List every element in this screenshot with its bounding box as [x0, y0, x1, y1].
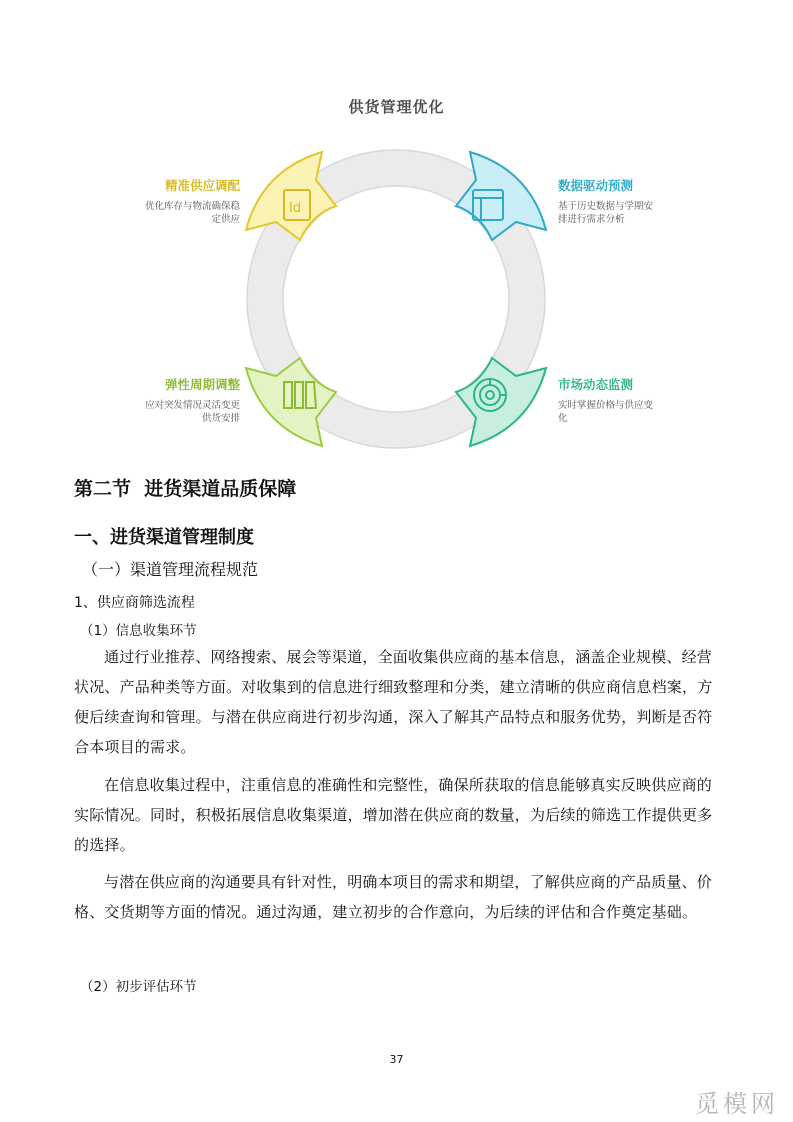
body-paragraph: 在信息收集过程中，注重信息的准确性和完整性，确保所获取的信息能够真实反映供应商的实际情况。同时，积极拓展信息收集渠道，增加潜在供应商的数量，为后续的筛选工作提供更多的选择。 [74, 776, 713, 854]
watermark: 觅模网 [695, 1090, 779, 1118]
segment-data-forecast [456, 152, 546, 240]
label-desc-line: 优化库存与物流确保稳 [144, 201, 240, 212]
segment-precise-supply [246, 152, 336, 240]
label-data-forecast [558, 176, 678, 226]
label-precise-supply [120, 176, 240, 226]
svg-text:Id: Id [289, 201, 302, 216]
label-desc-line: 化 [558, 413, 568, 424]
heading-level-2: （一）渠道管理流程规范 [82, 560, 259, 579]
label-desc-line: 排进行需求分析 [558, 214, 625, 225]
heading-level-3: 1、供应商筛选流程 [74, 595, 195, 611]
section-title: 第二节 进货渠道品质保障 [74, 478, 297, 500]
label-title: 数据驱动预测 [558, 178, 634, 193]
heading-level-4: （2）初步评估环节 [80, 979, 197, 995]
heading-level-1: 一、进货渠道管理制度 [74, 527, 254, 548]
label-desc-line: 基于历史数据与学期安 [558, 201, 654, 212]
body-paragraph: 与潜在供应商的沟通要具有针对性，明确本项目的需求和期望，了解供应商的产品质量、价格、交货期等方面的情况。通过沟通，建立初步的合作意向，为后续的评估和合作奠定基础。 [74, 873, 713, 921]
segment-flexible-cycle [246, 358, 336, 446]
label-flexible-cycle [120, 375, 240, 425]
segment-market-monitor [456, 358, 546, 446]
page-number: 37 [389, 1053, 404, 1066]
body-paragraph: 通过行业推荐、网络搜索、展会等渠道，全面收集供应商的基本信息，涵盖企业规模、经营状况、产品种类等方面。对收集到的信息进行细致整理和分类，建立清晰的供应商信息档案，方便后续查询和管理。与潜在供应商进行初步沟通，深入了解其产品特点和服务优势，判断是否符合本项目的需求。 [74, 648, 713, 756]
label-desc-line: 应对突发情况灵活变更 [144, 400, 240, 411]
label-desc-line: 定供应 [211, 214, 240, 225]
label-desc-line: 实时掌握价格与供应变 [558, 400, 654, 411]
label-title: 精准供应调配 [164, 178, 240, 193]
label-title: 市场动态监测 [558, 377, 634, 392]
label-market-monitor [558, 375, 678, 425]
diagram-title: 供货管理优化 [348, 98, 445, 116]
label-desc-line: 供货安排 [201, 413, 240, 424]
label-title: 弹性周期调整 [164, 377, 240, 392]
heading-level-4: （1）信息收集环节 [80, 623, 197, 639]
